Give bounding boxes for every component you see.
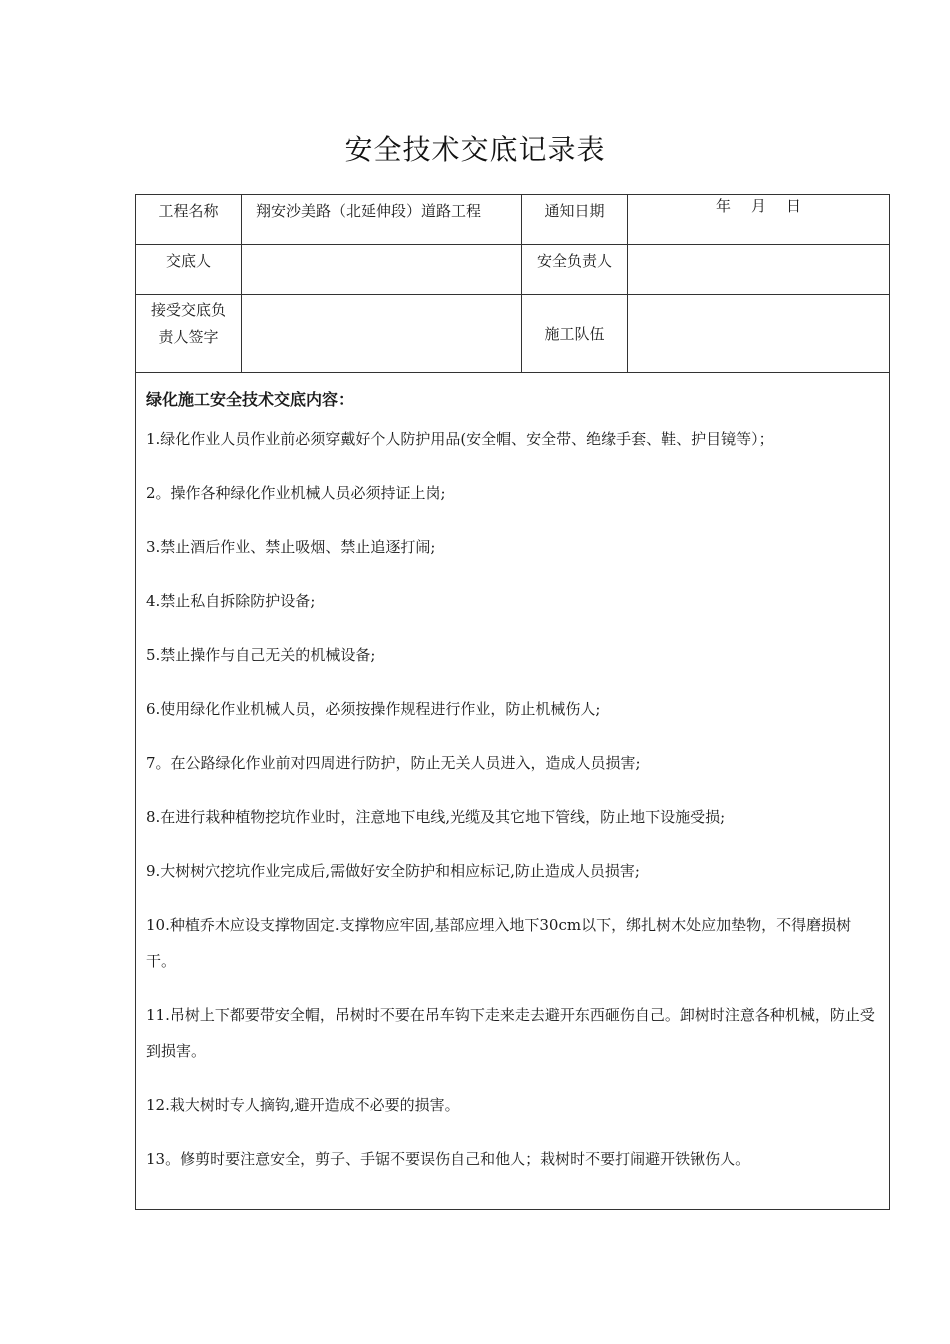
list-item: 8.在进行栽种植物挖坑作业时，注意地下电线,光缆及其它地下管线，防止地下设施受损; [146,808,726,826]
content-heading: 绿化施工安全技术交底内容： [146,390,355,409]
project-name-label: 工程名称 [136,195,242,245]
construction-team-field[interactable] [628,295,890,373]
discloser-label: 交底人 [136,245,242,295]
page-title: 安全技术交底记录表 [344,133,606,166]
date-day-label: 日 [786,197,802,215]
list-item: 1.绿化作业人员作业前必须穿戴好个人防护用品(安全帽、安全带、绝缘手套、鞋、护目镜等）； [146,430,774,448]
list-item: 11.吊树上下都要带安全帽，吊树时不要在吊车钩下走来走去避开东西砸伤自己。卸树时注意各种机械，防止受到损害。 [146,1006,875,1060]
safety-manager-field[interactable] [628,245,890,295]
date-year-label: 年 [715,197,731,215]
notice-date-field[interactable] [628,195,890,245]
form-row-discloser [136,245,890,295]
receiver-signature-field[interactable] [242,295,522,373]
date-month-label: 月 [750,197,766,215]
list-item: 4.禁止私自拆除防护设备; [146,592,316,610]
list-item: 5.禁止操作与自己无关的机械设备; [146,646,376,664]
disclosure-content-cell [136,373,890,1210]
disclosure-items-list [146,421,880,1177]
list-item: 3.禁止酒后作业、禁止吸烟、禁止追逐打闹; [146,538,436,556]
list-item: 2。操作各种绿化作业机械人员必须持证上岗; [146,484,446,502]
receiver-signature-label-line1: 接受交底负 [150,301,226,319]
safety-manager-label: 安全负责人 [522,245,628,295]
construction-team-label: 施工队伍 [522,295,628,373]
list-item: 9.大树树穴挖坑作业完成后,需做好安全防护和相应标记,防止造成人员损害; [146,862,640,880]
project-name-field[interactable]: 翔安沙美路（北延伸段）道路工程 [242,195,522,245]
receiver-signature-label-line2: 责人签字 [158,328,219,346]
list-item: 7。在公路绿化作业前对四周进行防护，防止无关人员进入，造成人员损害; [146,754,641,772]
safety-disclosure-form [135,194,890,1210]
receiver-signature-label [136,295,242,373]
list-item: 13。修剪时要注意安全，剪子、手锯不要误伤自己和他人；栽树时不要打闹避开铁锹伤人。 [146,1150,751,1168]
list-item: 12.栽大树时专人摘钩,避开造成不必要的损害。 [146,1096,460,1114]
discloser-field[interactable] [242,245,522,295]
notice-date-label: 通知日期 [522,195,628,245]
list-item: 6.使用绿化作业机械人员，必须按操作规程进行作业，防止机械伤人; [146,700,601,718]
form-row-receiver [136,295,890,373]
form-row-content [136,373,890,1210]
form-row-project [136,195,890,245]
list-item: 10.种植乔木应设支撑物固定.支撑物应牢固,基部应埋入地下30cm以下，绑扎树木处应加垫物，不得磨损树干。 [146,916,852,970]
